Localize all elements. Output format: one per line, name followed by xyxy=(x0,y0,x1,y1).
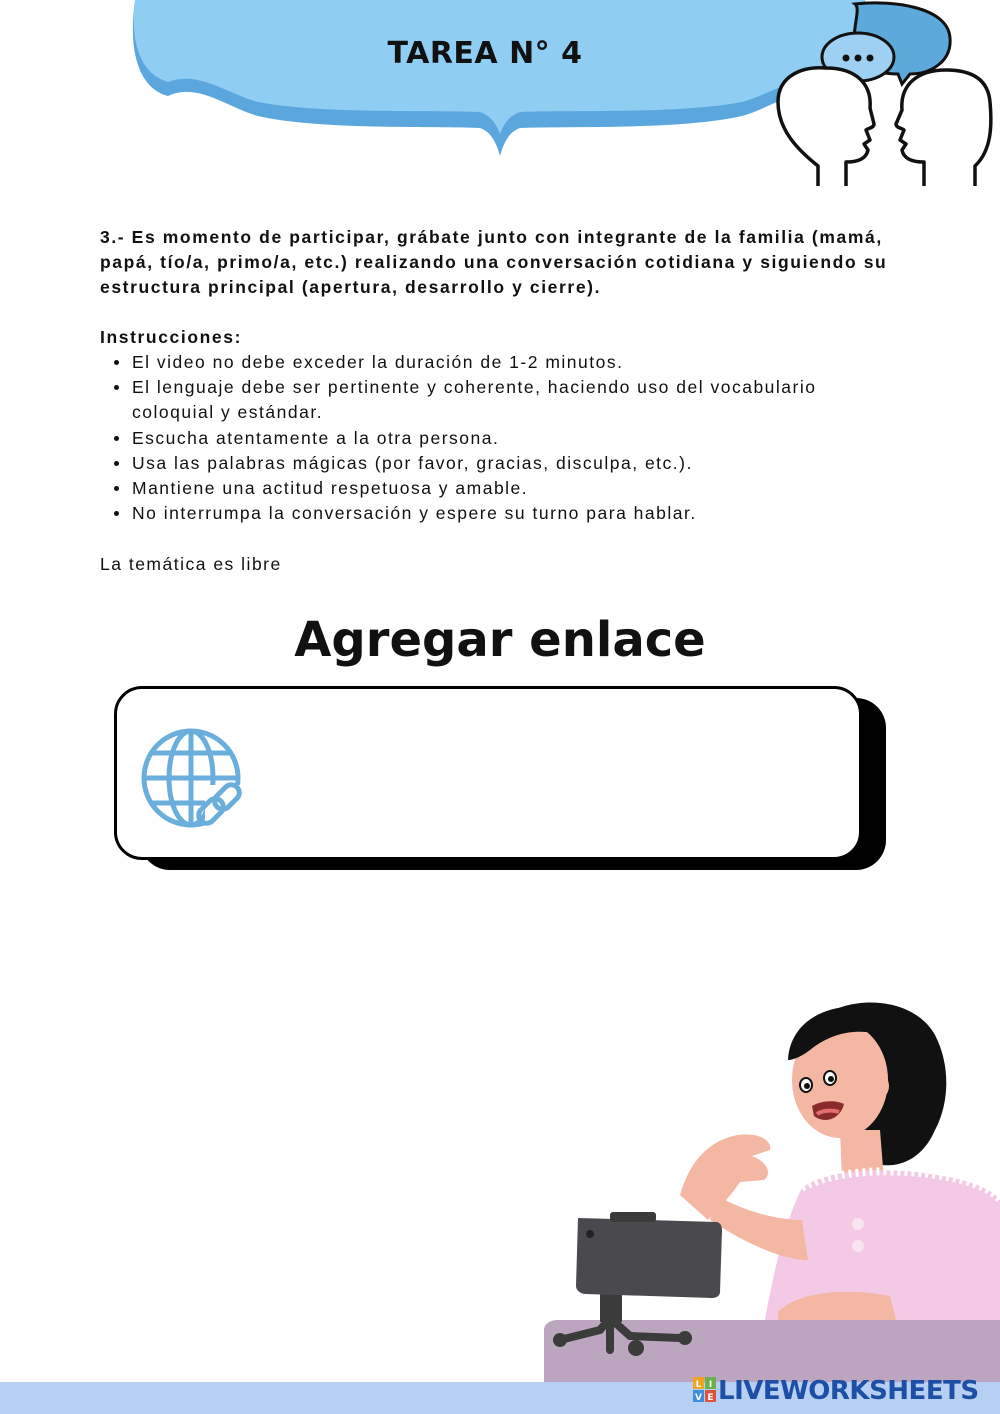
instruction-item: El lenguaje debe ser pertinente y coherente, haciendo uso del vocabulario coloquial y estándar. xyxy=(100,375,900,425)
instruction-item: El video no debe exceder la duración de 1-2 minutos. xyxy=(100,350,900,375)
conversation-heads-icon xyxy=(770,0,995,195)
instruction-item: Escucha atentamente a la otra persona. xyxy=(100,426,900,451)
theme-note: La temática es libre xyxy=(100,554,282,574)
liveworksheets-logo-icon xyxy=(693,1377,717,1403)
girl-recording-illustration xyxy=(540,990,1000,1382)
instructions-heading: Instrucciones: xyxy=(100,327,243,347)
instruction-item: No interrumpa la conversación y espere su turno para hablar. xyxy=(100,501,900,526)
brand-name[interactable]: LIVEWORKSHEETS xyxy=(718,1376,979,1406)
instruction-item: Mantiene una actitud respetuosa y amable. xyxy=(100,476,900,501)
instruction-item: Usa las palabras mágicas (por favor, gracias, disculpa, etc.). xyxy=(100,451,900,476)
task-statement: 3.- Es momento de participar, grábate junto con integrante de la familia (mamá, papá, tío/a, primo/a, etc.) realizando una conversación cotidiana y siguiendo su estructura principal (apertura, desarrollo y cierre). xyxy=(100,227,888,297)
link-input[interactable] xyxy=(267,745,827,797)
page-title: TAREA N° 4 xyxy=(387,36,583,71)
svg-text:V: V xyxy=(695,1393,702,1403)
link-box[interactable] xyxy=(114,686,862,860)
link-heading: Agregar enlace xyxy=(294,612,706,668)
instructions-list xyxy=(100,350,900,526)
globe-link-icon xyxy=(139,727,251,833)
svg-text:L: L xyxy=(695,1380,702,1390)
svg-text:I: I xyxy=(708,1380,713,1390)
svg-text:E: E xyxy=(707,1393,714,1403)
